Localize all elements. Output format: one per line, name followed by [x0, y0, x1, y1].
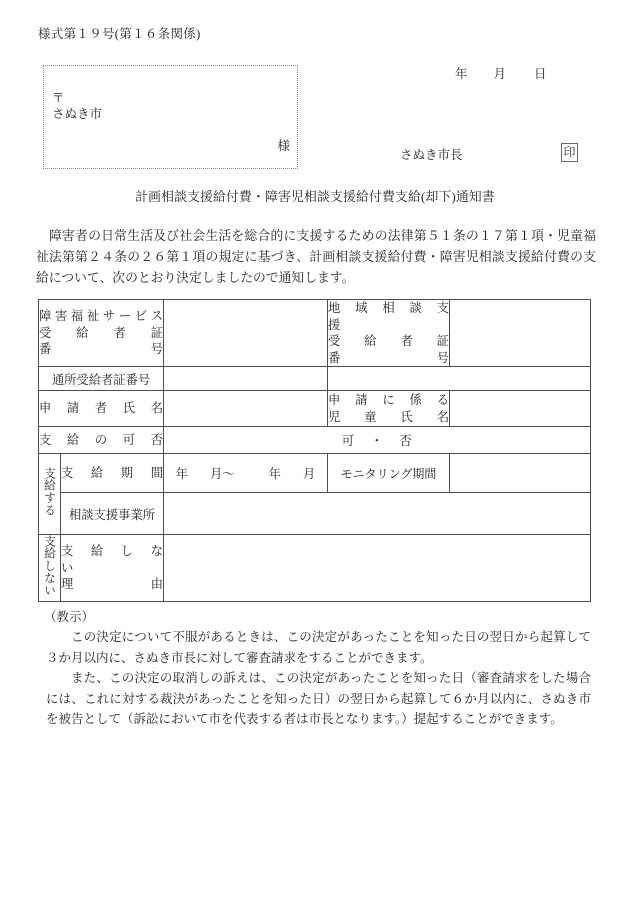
table-row-period: [39, 454, 591, 493]
label-commuting-cert-number: 通所受給者証番号: [39, 367, 164, 391]
label-decision: 支 給 の 可 否: [39, 427, 164, 454]
notice-heading: （教示）: [44, 610, 95, 624]
label-pay-group: 支給する: [39, 454, 61, 535]
table-row-commuting-cert: [39, 367, 591, 391]
field-nopay-reason[interactable]: [164, 535, 591, 602]
label-monitoring-period: モニタリング期間: [328, 454, 450, 493]
option-approve[interactable]: 可: [341, 434, 355, 448]
field-child-name[interactable]: [450, 391, 591, 427]
label-service-cert-number: 障害福祉サービス 受 給 者 証 番 号: [39, 300, 164, 367]
table-row-reason: [39, 535, 591, 602]
label-payment-period: 支 給 期 間: [61, 454, 164, 493]
issuer-name: さぬき市長: [400, 148, 463, 162]
field-regional-cert-number[interactable]: [450, 300, 591, 367]
notice-body: [46, 627, 591, 730]
notice-paragraph-2: また、この決定の取消しの訴えは、この決定があったことを知った日（審査請求をした場合には、これに対する裁決があったことを知った日）の翌日から起算して６か月以内に、さぬき市を被告として（訴訟において市を代表する者は市長となります。）提起することができます。: [46, 671, 591, 726]
date-day-label: 日: [534, 67, 547, 81]
option-separator: ・: [370, 434, 384, 448]
field-monitoring-period[interactable]: [450, 454, 591, 493]
field-service-cert-number[interactable]: [164, 300, 328, 367]
form-number: 様式第１９号(第１６条関係): [38, 27, 201, 41]
label-support-office: 相談支援事業所: [61, 493, 164, 535]
seal-icon: 印: [561, 143, 578, 162]
recipient-honorific: 様: [277, 139, 290, 153]
period-year-from: 年: [175, 467, 189, 481]
field-commuting-cert-number[interactable]: [164, 367, 328, 391]
date-month-label: 月: [493, 67, 507, 81]
table-row-office: [39, 493, 591, 535]
recipient-city: さぬき市: [52, 107, 103, 121]
decision-table: [38, 299, 591, 602]
table-row-service-cert: [39, 300, 591, 367]
field-support-office[interactable]: [164, 493, 591, 535]
notice-paragraph-1: この決定について不服があるときは、この決定があったことを知った日の翌日から起算して３か月以内に、さぬき市長に対して審査請求をすることができます。: [46, 630, 591, 665]
postal-code-symbol: 〒: [52, 91, 65, 105]
label-nopay-reason: 支 給 し な い 理 由: [61, 535, 164, 602]
period-month-to: 月: [302, 467, 316, 481]
table-row-applicant: [39, 391, 591, 427]
table-row-decision: [39, 427, 591, 454]
period-year-to: 年: [268, 467, 281, 481]
date-line: [455, 64, 547, 82]
field-payment-period[interactable]: [164, 454, 328, 493]
document-title: 計画相談支援給付費・障害児相談支援給付費支給(却下)通知書: [135, 190, 495, 204]
field-decision-options[interactable]: [164, 427, 591, 454]
period-month-from: 月～: [210, 467, 235, 481]
label-nopay-group: 支給しない: [39, 535, 61, 602]
label-applicant-name: 申 請 者 氏 名: [39, 391, 164, 427]
recipient-address-box: [43, 65, 298, 169]
label-regional-cert-number: 地 域 相 談 支 援 受 給 者 証 番 号: [328, 301, 462, 365]
option-reject[interactable]: 否: [399, 434, 413, 448]
date-year-label: 年: [455, 67, 468, 81]
field-applicant-name[interactable]: [164, 391, 328, 427]
label-child-name: 申 請 に 係 る 児 童 氏 名: [328, 391, 450, 427]
field-commuting-cert-blank[interactable]: [328, 367, 591, 391]
intro-paragraph: 障害者の日常生活及び社会生活を総合的に支援するための法律第５１条の１７第１項・児童福祉法第第２４条の２６第１項の規定に基づき、計画相談支援給付費・障害児相談支援給付費の支給について、次のとおり決定しましたので通知します。: [36, 229, 597, 285]
